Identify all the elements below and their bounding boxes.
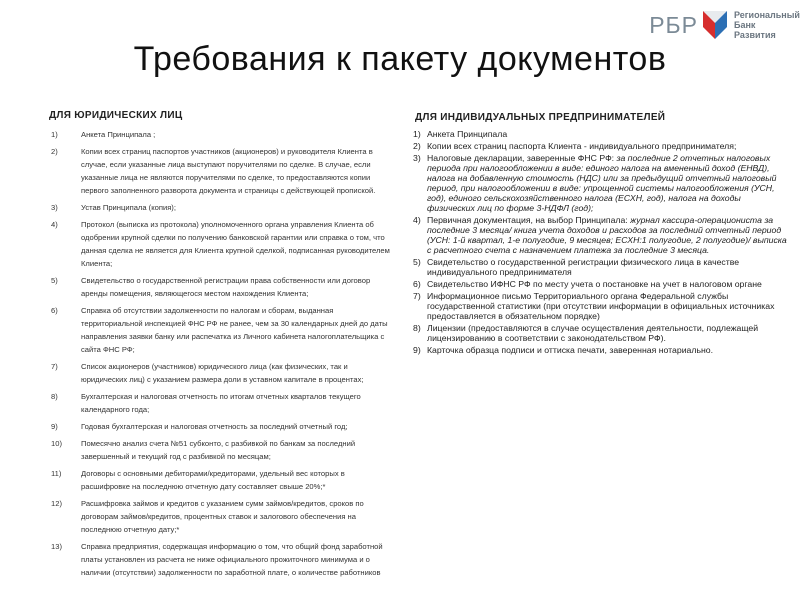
item-number: 6) <box>51 306 58 315</box>
bank-logo <box>649 9 800 41</box>
item-text <box>427 323 788 343</box>
list-item <box>413 291 788 321</box>
list-item <box>51 360 391 386</box>
entrepreneurs-document-list <box>413 129 788 357</box>
item-text <box>427 129 788 139</box>
item-main-text: Информационное письмо Территориального органа Федеральной службы государственной статистики (при отсутствии информации в официальных источниках предоставляется в обязательном порядке) <box>427 291 775 321</box>
item-number: 3) <box>413 153 421 163</box>
item-text <box>427 345 788 355</box>
item-number: 2) <box>51 147 58 156</box>
item-text <box>81 540 391 579</box>
list-item <box>413 279 788 289</box>
item-text <box>81 145 391 197</box>
list-item <box>51 304 391 356</box>
item-text <box>81 218 391 270</box>
item-number: 4) <box>51 220 58 229</box>
item-number: 5) <box>51 276 58 285</box>
item-text <box>427 291 788 321</box>
item-main-text: Карточка образца подписи и оттиска печати, заверенная нотариально. <box>427 345 714 355</box>
item-number: 4) <box>413 215 421 225</box>
legal-entities-document-list <box>51 128 391 583</box>
item-main-text: Свидетельство ИФНС РФ по месту учета о постановке на учет в налоговом органе <box>427 279 762 289</box>
item-number: 8) <box>413 323 421 333</box>
item-main-text: Лицензии (предоставляются в случае осуществления деятельности, подлежащей лицензированию в соответствии с законодательством РФ). <box>427 323 759 343</box>
item-main-text: Копии всех страниц паспорта Клиента - индивидуального предпринимателя; <box>427 141 737 151</box>
item-text <box>427 141 788 151</box>
page-title: Требования к пакету документов <box>133 40 667 78</box>
item-main-text: Годовая бухгалтерская и налоговая отчетность за последний отчетный год; <box>81 422 348 431</box>
item-number: 7) <box>413 291 421 301</box>
item-number: 1) <box>413 129 421 139</box>
item-number: 5) <box>413 257 421 267</box>
item-main-text: Анкета Принципала ; <box>81 130 156 139</box>
list-item <box>51 497 391 536</box>
item-number: 2) <box>413 141 421 151</box>
list-item <box>413 141 788 151</box>
item-number: 9) <box>413 345 421 355</box>
item-number: 1) <box>51 130 58 139</box>
item-main-text: Анкета Принципала <box>427 129 508 139</box>
item-text <box>81 467 391 493</box>
item-number: 7) <box>51 362 58 371</box>
list-item <box>51 218 391 270</box>
item-number: 8) <box>51 392 58 401</box>
item-main-text: Устав Принципала (копия); <box>81 203 176 212</box>
list-item <box>51 201 391 214</box>
list-item <box>413 323 788 343</box>
list-item <box>413 215 788 255</box>
entrepreneurs-heading: ДЛЯ ИНДИВИДУАЛЬНЫХ ПРЕДПРИНИМАТЕЛЕЙ <box>415 112 666 123</box>
item-text <box>427 153 788 213</box>
list-item <box>51 467 391 493</box>
item-main-text: Свидетельство о государственной регистрации права собственности или договор аренды помещения, являющегося местом нахождения Клиента; <box>81 276 371 298</box>
item-number: 6) <box>413 279 421 289</box>
item-text <box>81 360 391 386</box>
item-main-text: Список акционеров (участников) юридического лица (как физических, так и юридических лиц) с указанием размера доли в уставном капитале в процентах; <box>81 362 364 384</box>
item-main-text: Первичная документация, на выбор Принципала: <box>427 215 631 225</box>
item-main-text: Свидетельство о государственной регистрации физического лица в качестве индивидуального предпринимателя <box>427 257 740 277</box>
item-number: 9) <box>51 422 58 431</box>
item-text <box>81 304 391 356</box>
list-item <box>413 257 788 277</box>
item-main-text: Копии всех страниц паспортов участников (акционеров) и руководителя Клиента в случае, если указанные лица выступают поручителями по сделке. В случае, если указанные лица не являются поручителями по сделке, то предоставляются копии первого заполненного разворота документа и страницы с действующей пропиской. <box>81 147 376 195</box>
list-item <box>51 274 391 300</box>
item-main-text: Расшифровка займов и кредитов с указанием сумм займов/кредитов, сроков по договорам займов/кредитов, процентных ставок и залогового обеспечения на последнюю отчетную дату;* <box>81 499 364 534</box>
logo-bank-name: Региональный Банк Развития <box>734 10 800 40</box>
item-text <box>81 497 391 536</box>
logo-abbreviation: РБР <box>649 11 698 38</box>
list-item <box>51 390 391 416</box>
item-number: 12) <box>51 499 62 508</box>
list-item <box>51 420 391 433</box>
item-text <box>81 274 391 300</box>
item-text <box>427 257 788 277</box>
item-text <box>81 420 391 433</box>
item-text <box>427 279 788 289</box>
item-text <box>81 128 391 141</box>
list-item <box>413 129 788 139</box>
item-main-text: Справка об отсутствии задолженности по налогам и сборам, выданная территориальной инспекцией ФНС РФ не ранее, чем за 30 календарных дней до даты направления заявки банку или распечатка из Личного кабинета налогоплательщика с сайта ФНС РФ; <box>81 306 388 354</box>
item-main-text: Налоговые декларации, заверенные ФНС РФ: <box>427 153 617 163</box>
item-detail-text: за последние 2 отчетных налоговых периода при налогообложении в виде: единого налога на вмененный доход (ЕНВД), налога на добавленную стоимость (НДС) или за предыдущий отчетный налоговый период, при налогообложении в виде: упрощенной системы налогообложения (УСН, год), единого сельскохозяйственного налога (ЕСХН, год), налога на доходы физических лиц по форме 3-НДФЛ (год); <box>427 153 777 213</box>
item-number: 11) <box>51 469 62 478</box>
item-text <box>427 215 788 255</box>
item-text <box>81 201 391 214</box>
item-main-text: Помесячно анализ счета №51 субконто, с разбивкой по банкам за последний завершенный и текущий год с разбивкой по месяцам; <box>81 439 356 461</box>
item-main-text: Договоры с основными дебиторами/кредиторами, удельный вес которых в расшифровке на последнюю отчетную дату составляет свыше 20%;* <box>81 469 345 491</box>
item-main-text: Бухгалтерская и налоговая отчетность по итогам отчетных кварталов текущего календарного года; <box>81 392 361 414</box>
list-item <box>51 128 391 141</box>
item-detail-text: журнал кассира-операциониста за последние 3 месяца/ книга учета доходов и расходов за последний отчетный период (УСН: 1-й квартал, 1-е полугодие, 9 месяцев; ЕСХН:1 полугодие, 2 полугодие)/ выписка с расчетного счета с назначением платежа за последние 3 месяца. <box>427 215 787 255</box>
list-item <box>413 345 788 355</box>
list-item <box>51 145 391 197</box>
item-text <box>81 437 391 463</box>
list-item <box>413 153 788 213</box>
list-item <box>51 437 391 463</box>
item-number: 3) <box>51 203 58 212</box>
list-item <box>51 540 391 579</box>
item-number: 13) <box>51 542 62 551</box>
item-main-text: Протокол (выписка из протокола) уполномоченного органа управления Клиента об одобрении крупной сделки по получению банковской гарантии или справка о том, что данная сделка не является для Клиента крупной сделкой, подписанная руководителем Клиента; <box>81 220 390 268</box>
item-text <box>81 390 391 416</box>
bank-emblem-icon <box>700 9 730 41</box>
item-number: 10) <box>51 439 62 448</box>
item-main-text: Справка предприятия, содержащая информацию о том, что общий фонд заработной платы установлен из расчета не ниже официального прожиточного минимума и о наличии (отсутствии) задолженности по заработной плате, о количестве работников <box>81 542 383 577</box>
legal-entities-heading: ДЛЯ ЮРИДИЧЕСКИХ ЛИЦ <box>49 110 183 121</box>
